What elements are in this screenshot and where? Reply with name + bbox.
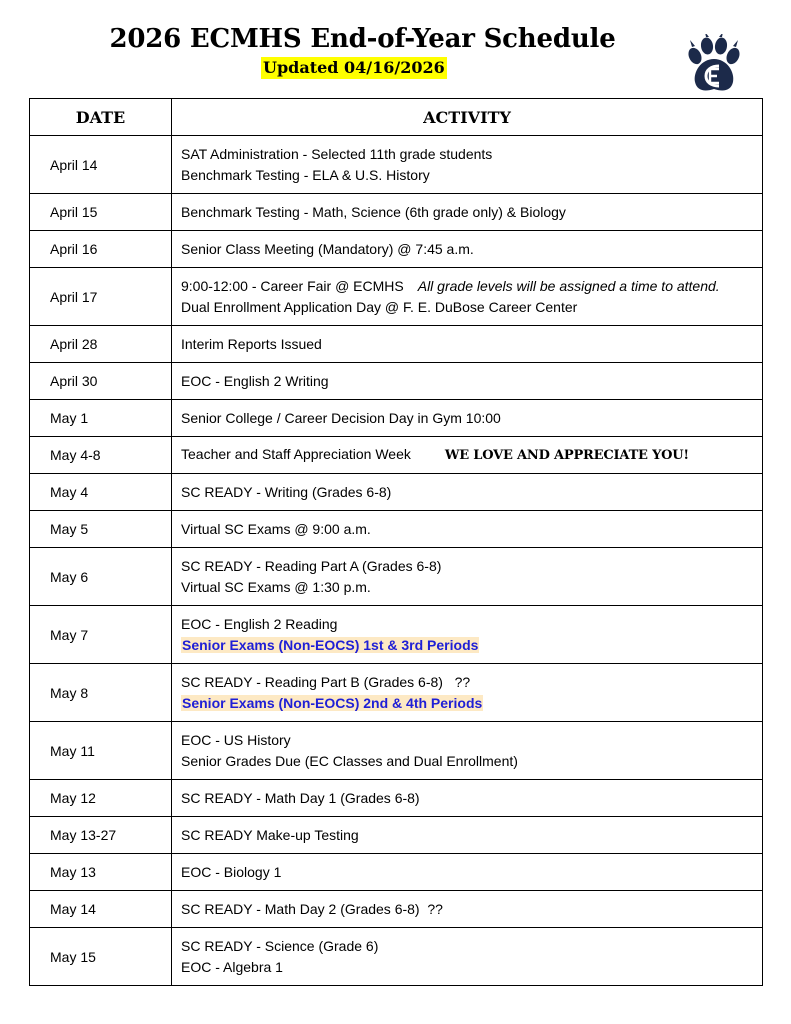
date-cell: May 4-8 [30,437,172,474]
activity-line: Interim Reports Issued [181,335,322,352]
activity-cell [172,548,763,606]
activity-cell [172,474,763,511]
date-cell: May 4 [30,474,172,511]
table-row [30,664,763,722]
date-cell: April 28 [30,326,172,363]
activity-line: Benchmark Testing - ELA & U.S. History [181,166,430,183]
date-cell: May 13 [30,854,172,891]
activity-line-highlighted [181,635,762,656]
activity-line: Teacher and Staff Appreciation Week [181,446,411,462]
table-row [30,548,763,606]
activity-cell [172,664,763,722]
schedule-table [29,98,763,986]
activity-cell [172,722,763,780]
date-cell: May 8 [30,664,172,722]
activity-cell [172,400,763,437]
date-cell: April 17 [30,268,172,326]
activity-line: Virtual SC Exams @ 1:30 p.m. [181,578,371,595]
activity-line: Senior Class Meeting (Mandatory) @ 7:45 a.m. [181,240,474,257]
date-cell: May 6 [30,548,172,606]
page-title: 2026 ECMHS End-of-Year Schedule [109,24,616,54]
activity-line: EOC - English 2 Reading [181,615,338,632]
activity-cell [172,606,763,664]
grade-levels-note: All grade levels will be assigned a time to attend. [417,277,720,294]
activity-line: SC READY - Science (Grade 6) [181,937,379,954]
activity-cell [172,854,763,891]
activity-line: SC READY - Reading Part B (Grades 6-8) ?? [181,673,471,690]
appreciation-message: WE LOVE AND APPRECIATE YOU! [444,448,689,463]
paw-print-logo-icon [683,34,745,96]
activity-line: SC READY Make-up Testing [181,826,359,843]
activity-line: SC READY - Writing (Grades 6-8) [181,483,392,500]
table-row [30,363,763,400]
activity-line: SC READY - Math Day 2 (Grades 6-8) ?? [181,900,443,917]
activity-cell [172,231,763,268]
table-row [30,722,763,780]
activity-line: EOC - Biology 1 [181,863,282,880]
table-row [30,326,763,363]
table-row [30,474,763,511]
activity-cell [172,194,763,231]
activity-line: Senior Grades Due (EC Classes and Dual Enrollment) [181,752,518,769]
table-row [30,817,763,854]
activity-line: Senior College / Career Decision Day in Gym 10:00 [181,409,501,426]
date-column-header: DATE [30,99,172,136]
activity-line-highlighted [181,693,762,714]
table-row [30,891,763,928]
table-row [30,268,763,326]
table-row [30,194,763,231]
activity-line: Virtual SC Exams @ 9:00 a.m. [181,520,371,537]
activity-cell [172,363,763,400]
activity-line: SC READY - Reading Part A (Grades 6-8) [181,557,442,574]
activity-line: EOC - English 2 Writing [181,372,329,389]
activity-line-with-message [181,444,762,466]
activity-line: Benchmark Testing - Math, Science (6th grade only) & Biology [181,203,566,220]
date-cell: May 13-27 [30,817,172,854]
date-cell: April 14 [30,136,172,194]
date-cell: April 30 [30,363,172,400]
senior-exam-text: Senior Exams (Non-EOCS) 2nd & 4th Periods [182,694,483,711]
table-row [30,854,763,891]
date-cell: May 5 [30,511,172,548]
activity-column-header: ACTIVITY [172,99,763,136]
activity-cell [172,437,763,474]
activity-cell [172,268,763,326]
date-cell: May 15 [30,928,172,986]
date-cell: May 14 [30,891,172,928]
activity-cell [172,780,763,817]
activity-line: SAT Administration - Selected 11th grade students [181,145,493,162]
page-header [0,22,791,84]
activity-line: SC READY - Math Day 1 (Grades 6-8) [181,789,420,806]
table-row [30,231,763,268]
date-cell: May 7 [30,606,172,664]
table-row [30,437,763,474]
table-row [30,400,763,437]
date-cell: May 12 [30,780,172,817]
activity-line: EOC - Algebra 1 [181,958,283,975]
senior-exam-text: Senior Exams (Non-EOCS) 1st & 3rd Periods [182,636,479,653]
activity-cell [172,891,763,928]
table-row [30,136,763,194]
table-header-row [30,99,763,136]
table-row [30,780,763,817]
activity-cell [172,511,763,548]
date-cell: April 15 [30,194,172,231]
updated-date-badge: Updated 04/16/2026 [263,58,445,77]
date-cell: May 11 [30,722,172,780]
activity-cell [172,136,763,194]
activity-cell [172,928,763,986]
activity-line: EOC - US History [181,731,291,748]
table-row [30,511,763,548]
activity-line-with-note [181,276,762,297]
table-row [30,606,763,664]
date-cell: May 1 [30,400,172,437]
activity-cell [172,817,763,854]
activity-line: Dual Enrollment Application Day @ F. E. DuBose Career Center [181,298,578,315]
activity-cell [172,326,763,363]
table-row [30,928,763,986]
date-cell: April 16 [30,231,172,268]
activity-line: 9:00-12:00 - Career Fair @ ECMHS [181,277,404,294]
